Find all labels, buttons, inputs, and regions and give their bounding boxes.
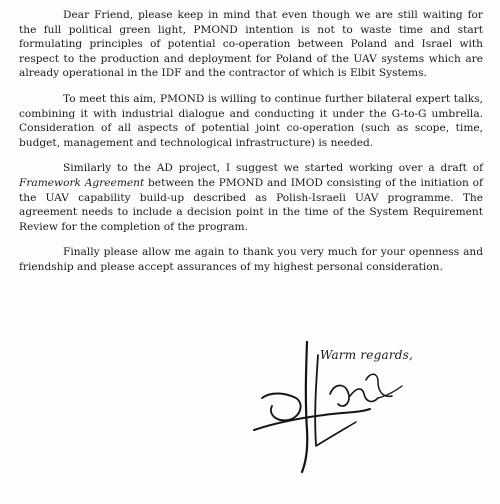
- closing-salutation: Warm regards,: [320, 348, 414, 362]
- framework-agreement-term: Framework Agreement: [19, 176, 145, 189]
- paragraph-expert-talks: To meet this aim, PMOND is willing to continue further bilateral expert talks, combining it with industrial dialogue and conducting it under the G-to-G umbrella. Consideration of all aspects of potential joint co-operation (such as scope, time, budget, management and technological infrastructure) is needed.: [19, 92, 483, 149]
- paragraph-thanks: Finally please allow me again to thank you very much for your openness and friendship and please accept assurances of my highest personal consideration.: [19, 246, 483, 273]
- paragraph-intro: Dear Friend, please keep in mind that even though we are still waiting for the full political green light, PMOND intention is not to waste time and start formulating principles of potential co-operation between Poland and Israel with respect to the production and deployment for Poland of the UAV systems which are already operational in the IDF and the contractor of which is Elbit Systems.: [19, 9, 483, 80]
- paragraph-framework-agreement: [19, 161, 483, 234]
- paragraph-framework-lead: Similarly to the AD project, I suggest we started working over a draft of: [63, 162, 483, 175]
- letter-body: [19, 8, 483, 286]
- paragraph-framework-rest: between the PMOND and IMOD consisting of the initiation of the UAV capability build-up described as Polish-Israeli UAV programme. The agreement needs to include a decision point in the time of the System Requirement Review for the completion of the program.: [19, 176, 483, 233]
